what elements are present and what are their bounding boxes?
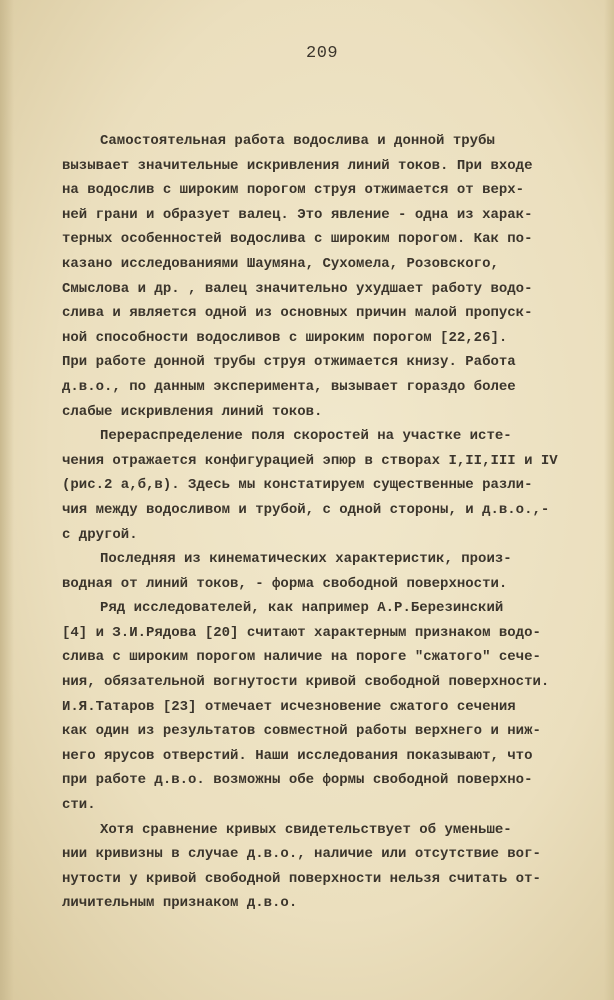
- paragraph: [62, 547, 602, 596]
- text-line: Смыслова и др. , валец значительно ухудшает работу водо-: [62, 280, 533, 297]
- text-line: терных особенностей водослива с широким порогом. Как по-: [62, 231, 533, 248]
- text-line: чия между водосливом и трубой, с одной стороны, и д.в.о.,-: [62, 501, 550, 518]
- text-line: слива и является одной из основных причин малой пропуск-: [62, 305, 533, 322]
- text-line: Последняя из кинематических характеристик, произ-: [100, 551, 512, 568]
- text-line: вызывает значительные искривления линий токов. При входе: [62, 157, 533, 174]
- text-line: слабые искривления линий токов.: [62, 403, 323, 420]
- text-line: чения отражается конфигурацией эпюр в створах I,II,III и IV: [62, 452, 558, 469]
- text-line: (рис.2 а,б,в). Здесь мы констатируем существенные разли-: [62, 477, 533, 494]
- text-line: казано исследованиями Шаумяна, Сухомела, Розовского,: [62, 255, 499, 272]
- text-line: водная от линий токов, - форма свободной поверхности.: [62, 575, 508, 592]
- text-line: ней грани и образует валец. Это явление - одна из харак-: [62, 206, 533, 223]
- text-line: Ряд исследователей, как например А.Р.Березинский: [100, 600, 504, 617]
- text-line: Хотя сравнение кривых свидетельствует об уменьше-: [100, 821, 512, 838]
- text-line: Перераспределение поля скоростей на участке исте-: [100, 428, 512, 445]
- page-edge-shadow-right: [604, 0, 614, 1000]
- body-text: [62, 129, 602, 916]
- text-line: И.Я.Татаров [23] отмечает исчезновение сжатого сечения: [62, 698, 516, 715]
- text-line: нутости у кривой свободной поверхности нельзя считать от-: [62, 870, 541, 887]
- text-line: д.в.о., по данным эксперимента, вызывает гораздо более: [62, 378, 516, 395]
- paragraph: [62, 424, 602, 547]
- text-line: при работе д.в.о. возможны обе формы свободной поверхно-: [62, 772, 533, 789]
- text-line: ной способности водосливов с широким порогом [22,26].: [62, 329, 508, 346]
- text-line: При работе донной трубы струя отжимается книзу. Работа: [62, 354, 516, 371]
- text-line: [4] и З.И.Рядова [20] считают характерным признаком водо-: [62, 624, 541, 641]
- paragraph: [62, 129, 602, 424]
- text-line: него ярусов отверстий. Наши исследования показывают, что: [62, 747, 533, 764]
- paragraph: [62, 818, 602, 916]
- text-line: сти.: [62, 797, 96, 814]
- text-line: ния, обязательной вогнутости кривой свободной поверхности.: [62, 674, 550, 691]
- page-edge-shadow-left: [0, 0, 14, 1000]
- text-line: личительным признаком д.в.о.: [62, 895, 298, 912]
- text-line: нии кривизны в случае д.в.о., наличие или отсутствие вог-: [62, 846, 541, 863]
- page-number: 209: [306, 44, 339, 63]
- text-line: как один из результатов совместной работы верхнего и ниж-: [62, 723, 541, 740]
- text-line: Самостоятельная работа водослива и донной трубы: [100, 133, 495, 149]
- text-line: на водослив с широким порогом струя отжимается от верх-: [62, 182, 525, 199]
- text-line: слива с широким порогом наличие на пороге "сжатого" сече-: [62, 649, 541, 666]
- paragraph: [62, 596, 602, 817]
- text-line: с другой.: [62, 526, 138, 543]
